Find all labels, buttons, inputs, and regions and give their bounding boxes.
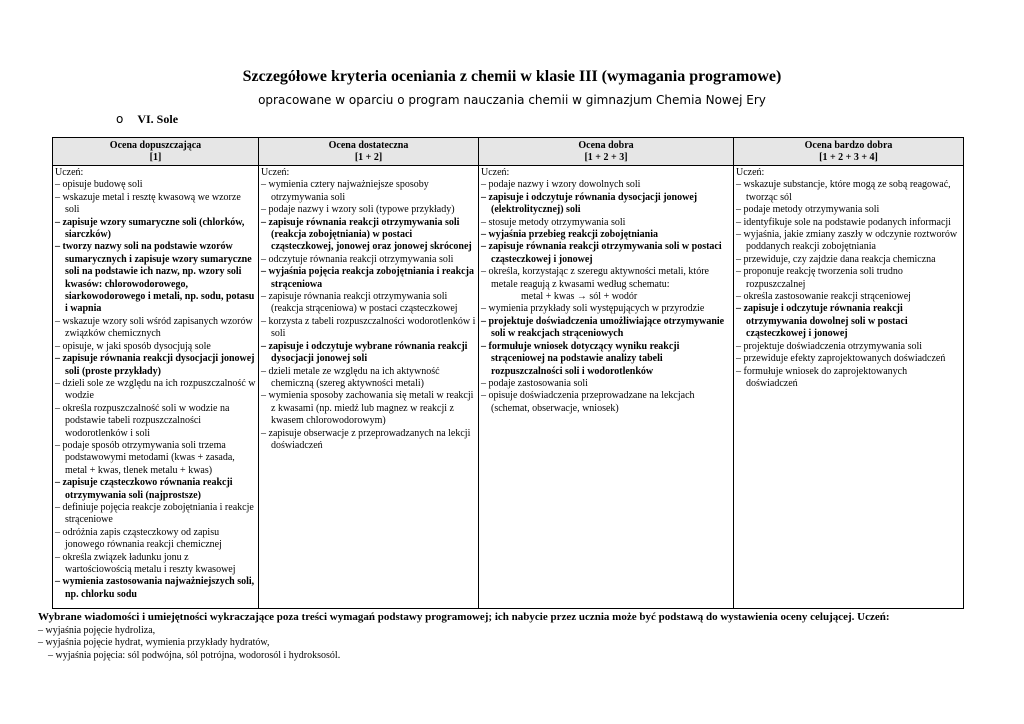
- header-name: Ocena dopuszczająca: [109, 139, 202, 151]
- criterion-item: – podaje zastosowania soli: [481, 377, 588, 389]
- criterion-item: – zapisuje i odczytuje równania dysocjacji jonowej (elektrolitycznej) soli: [481, 191, 698, 216]
- header-level: [1 + 2 + 3 + 4]: [819, 151, 878, 163]
- criterion-item: – dzieli sole ze względu na ich rozpuszczalność w wodzie: [55, 377, 256, 402]
- header-level: [1 + 2 + 3]: [584, 151, 628, 163]
- column-intro: Uczeń:: [481, 167, 510, 178]
- footer-item: – wyjaśnia pojęcie hydroliza,: [38, 624, 156, 636]
- criterion-item: – podaje nazwy i wzory soli (typowe przykłady): [261, 204, 455, 216]
- column-intro: Uczeń:: [261, 167, 290, 178]
- criteria-list: [55, 179, 256, 601]
- criterion-item: – opisuje budowę soli: [55, 179, 143, 191]
- column-grade-3: [479, 166, 734, 609]
- criterion-item: – przewiduje efekty zaprojektowanych doświadczeń: [736, 353, 946, 365]
- section-heading: [116, 112, 178, 127]
- criteria-list: [261, 179, 476, 452]
- criterion-item: – formułuje wniosek do zaprojektowanych doświadczeń: [736, 365, 908, 389]
- criterion-item: – projektuje doświadczenia umożliwiające otrzymywanie soli w reakcjach strąceniowych: [481, 315, 725, 340]
- header-name: Ocena bardzo dobra: [804, 139, 893, 151]
- criterion-item: – określa rozpuszczalność soli w wodzie na podstawie tabeli rozpuszczalności wodorotlenków i soli: [55, 402, 230, 439]
- header-grade-1: [53, 138, 259, 166]
- criterion-item: – korzysta z tabeli rozpuszczalności wodorotlenków i soli: [261, 315, 476, 340]
- column-grade-2: [259, 166, 479, 609]
- criterion-item: – proponuje reakcję tworzenia soli trudno rozpuszczalnej: [736, 266, 903, 290]
- criteria-list: [481, 179, 731, 415]
- criterion-item: – określa związek ładunku jonu z wartościowością metalu i reszty kwasowej: [55, 551, 236, 575]
- criterion-item: – zapisuje równania reakcji otrzymywania soli w postaci cząsteczkowej i jonowej: [481, 241, 722, 265]
- criterion-item: – zapisuje równania reakcji otrzymywania soli (reakcja zobojętniania) w postaci cząsteczkowej, jonowej oraz jonowej skróconej: [261, 216, 472, 253]
- criterion-item: – wymienia zastosowania najważniejszych soli, np. chlorku sodu: [55, 576, 255, 600]
- column-intro: Uczeń:: [55, 167, 84, 178]
- criterion-item: – stosuje metody otrzymywania soli: [481, 216, 626, 228]
- column-grade-1: [53, 166, 259, 609]
- criterion-item: – wskazuje metal i resztę kwasową we wzorze soli: [55, 191, 241, 216]
- header-level: [1]: [149, 151, 162, 163]
- criterion-item: – formułuje wniosek dotyczący wyniku reakcji strąceniowej na podstawie analizy tabeli rozpuszczalności soli i wodorotlenków: [481, 340, 680, 377]
- criteria-row: [53, 166, 964, 609]
- criterion-item: – podaje metody otrzymywania soli: [736, 204, 880, 216]
- header-row: [53, 138, 964, 166]
- criterion-item: – wymienia sposoby zachowania się metali w reakcji z kwasami (np. miedź lub magnez w reakcji z kwasem chlorowodorowym): [261, 390, 474, 427]
- criterion-item: – identyfikuje sole na podstawie podanych informacji: [736, 216, 951, 228]
- criterion-item: – odczytuje równania reakcji otrzymywania soli: [261, 253, 454, 265]
- criterion-item: – podaje nazwy i wzory dowolnych soli: [481, 179, 641, 191]
- footer: [38, 611, 998, 662]
- footer-item: – wyjaśnia pojęcie hydrat, wymienia przykłady hydratów,: [38, 637, 270, 648]
- criterion-item: – zapisuje i odczytuje równania reakcji otrzymywania dowolnej soli w postaci cząsteczkowej i jonowej: [736, 303, 908, 340]
- criterion-item: – określa zastosowanie reakcji strąceniowej: [736, 291, 911, 303]
- criterion-item: – opisuje doświadczenia przeprowadzane na lekcjach (schemat, obserwacje, wniosek): [481, 390, 695, 414]
- criterion-item: – wyjaśnia pojęcia reakcja zobojętniania i reakcja strąceniowa: [261, 266, 474, 290]
- criterion-item: – podaje sposób otrzymywania soli trzema podstawowymi metodami (kwas + zasada, metal + kwas, tlenek metalu + kwas): [55, 439, 235, 476]
- section-bullet: o: [116, 112, 124, 126]
- criterion-item: – wyjaśnia przebieg reakcji zobojętniania: [481, 229, 659, 241]
- section-label: VI. Sole: [137, 112, 179, 126]
- footer-heading: Wybrane wiadomości i umiejętności wykraczające poza treści wymagań podstawy programowej; ich nabycie przez ucznia może być podstawą do wystawienia oceny celującej. Uczeń:: [38, 611, 890, 623]
- criterion-item: – wyjaśnia, jakie zmiany zaszły w odczynie roztworów poddanych reakcji zobojętniania: [736, 229, 958, 253]
- header-grade-2: [259, 138, 479, 166]
- footer-item: – wyjaśnia pojęcia: sól podwójna, sól potrójna, wodorosól i hydroksosól.: [48, 649, 341, 661]
- column-grade-4: [734, 166, 964, 609]
- criterion-item: – określa, korzystając z szeregu aktywności metali, które metale reagują z kwasami według schematu:: [481, 266, 709, 290]
- criterion-item: – wskazuje substancje, które mogą ze sobą reagować, tworząc sól: [736, 179, 951, 203]
- header-level: [1 + 2]: [354, 151, 383, 163]
- criterion-item: – przewiduje, czy zajdzie dana reakcja chemiczna: [736, 253, 936, 265]
- header-grade-4: [734, 138, 964, 166]
- criterion-item: – wymienia cztery najważniejsze sposoby otrzymywania soli: [261, 179, 429, 203]
- page-subtitle: opracowane w oparciu o program nauczania chemii w gimnazjum Chemia Nowej Ery: [258, 93, 766, 107]
- criterion-item: – zapisuje obserwacje z przeprowadzanych na lekcji doświadczeń: [261, 427, 471, 451]
- header-name: Ocena dostateczna: [328, 139, 409, 151]
- criterion-item: – zapisuje równania reakcji dysocjacji jonowej soli (proste przykłady): [55, 353, 255, 377]
- column-intro: Uczeń:: [736, 167, 765, 178]
- criterion-item: – dzieli metale ze względu na ich aktywność chemiczną (szereg aktywności metali): [261, 365, 440, 389]
- criterion-item: – zapisuje cząsteczkowo równania reakcji otrzymywania soli (najprostsze): [55, 477, 233, 501]
- criterion-item: – definiuje pojęcia reakcje zobojętniania i reakcje strąceniowe: [55, 501, 254, 526]
- criterion-item: – projektuje doświadczenia otrzymywania soli: [736, 340, 923, 352]
- criterion-item: metal + kwas → sól + wodór: [521, 291, 638, 303]
- criteria-list: [736, 179, 961, 390]
- page-title: Szczegółowe kryteria oceniania z chemii w klasie III (wymagania programowe): [242, 68, 782, 85]
- criterion-item: – zapisuje wzory sumaryczne soli (chlorków, siarczków): [55, 216, 245, 241]
- criteria-table: [52, 137, 964, 609]
- criterion-item: – zapisuje równania reakcji otrzymywania soli (reakcja strąceniowa) w postaci cząsteczkowej: [261, 291, 458, 315]
- criterion-item: – odróżnia zapis cząsteczkowy od zapisu jonowego równania reakcji chemicznej: [55, 526, 222, 551]
- criterion-item: – zapisuje i odczytuje wybrane równania reakcji dysocjacji jonowej soli: [261, 340, 468, 365]
- criterion-item: – opisuje, w jaki sposób dysocjują sole: [55, 340, 211, 352]
- criterion-item: – tworzy nazwy soli na podstawie wzorów sumarycznych i zapisuje wzory sumaryczne soli na podstawie ich nazw, np. wzory soli kwasów: chlorowodorowego, siarkowodorowego i metali, np. sodu, potasu i wapnia: [55, 241, 255, 315]
- header-grade-3: [479, 138, 734, 166]
- criterion-item: – wskazuje wzory soli wśród zapisanych wzorów związków chemicznych: [55, 315, 253, 340]
- criterion-item: – wymienia przykłady soli występujących w przyrodzie: [481, 303, 705, 315]
- header-name: Ocena dobra: [578, 139, 634, 151]
